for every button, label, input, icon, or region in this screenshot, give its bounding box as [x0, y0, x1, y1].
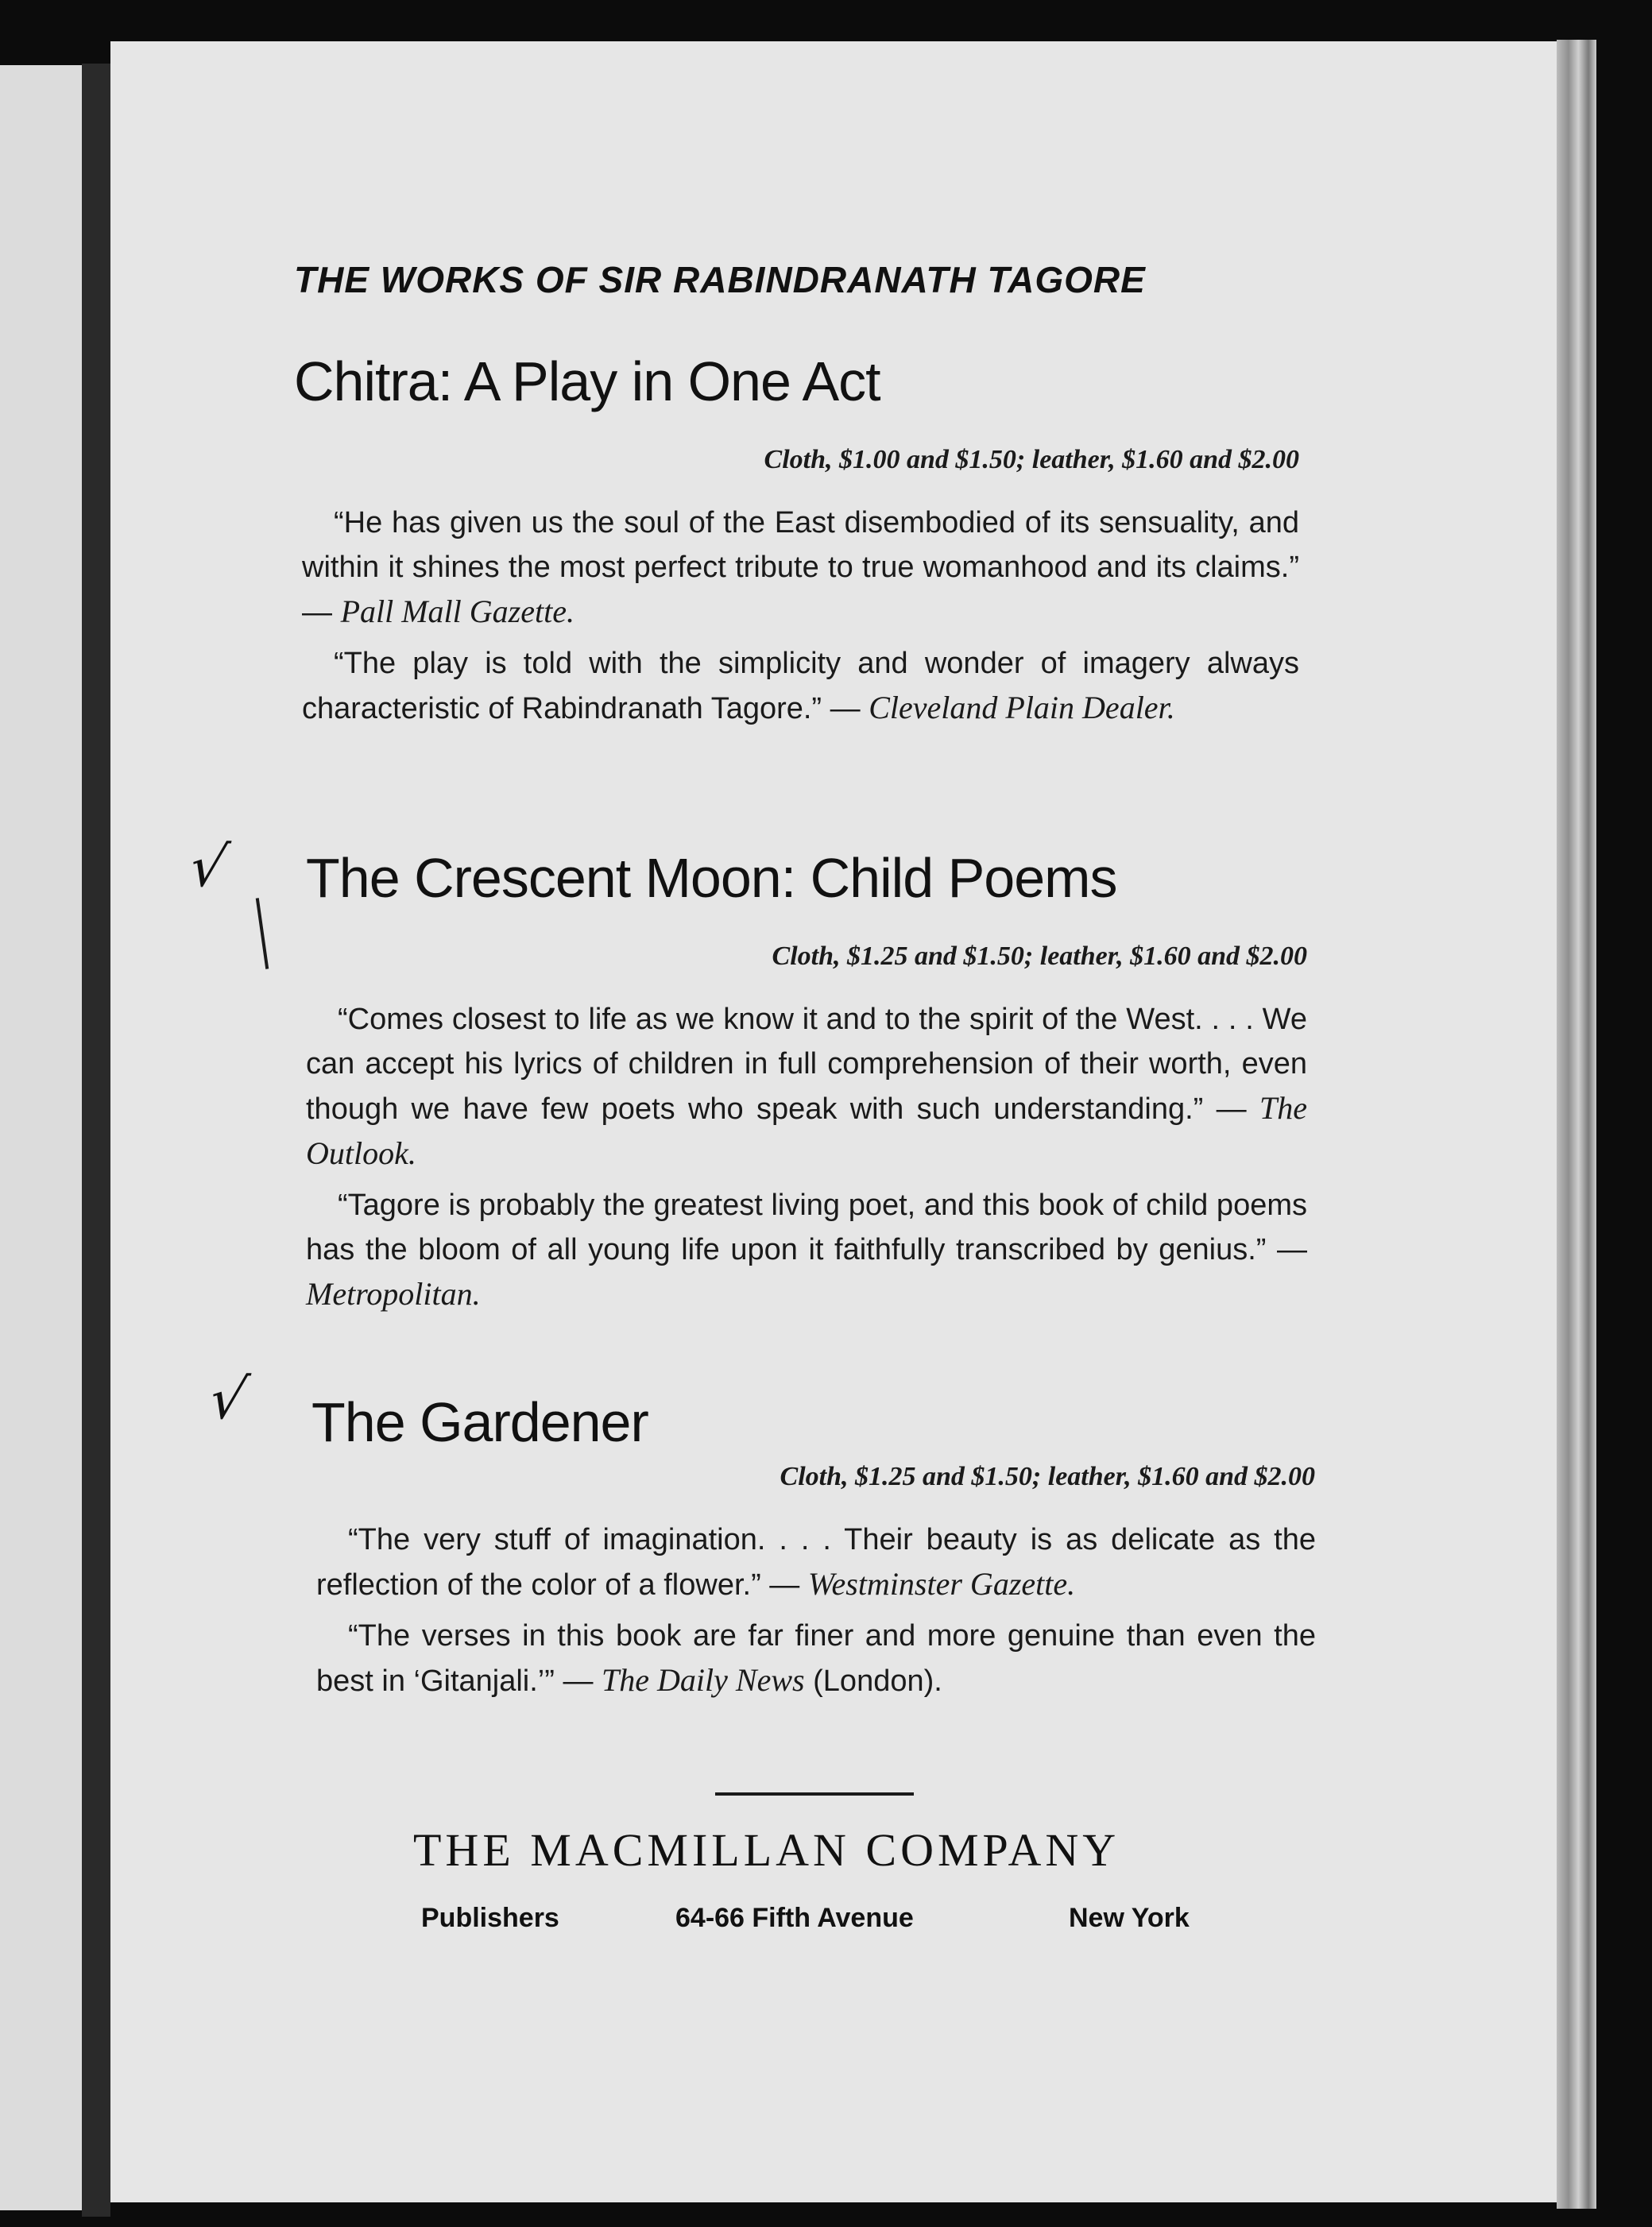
review-quote	[316, 1614, 1316, 1703]
series-title: THE WORKS OF SIR RABINDRANATH TAGORE	[294, 259, 1146, 300]
publisher-address: 64-66 Fifth Avenue	[675, 1903, 914, 1933]
reviews-gardener	[316, 1518, 1316, 1710]
publisher-city: New York	[1069, 1903, 1190, 1933]
review-quote	[302, 641, 1299, 731]
facing-page-edge	[0, 65, 82, 2210]
review-quote	[306, 1183, 1307, 1317]
review-text: “The verses in this book are far finer and more genuine than even the best in ‘Gitanjali.’” —	[316, 1619, 1316, 1698]
book-title-gardener: The Gardener	[311, 1391, 648, 1453]
reviews-chitra	[302, 501, 1299, 737]
review-source-suffix: (London).	[813, 1664, 942, 1698]
divider-rule	[715, 1792, 914, 1796]
book-price-gardener: Cloth, $1.25 and $1.50; leather, $1.60 and $2.00	[780, 1462, 1315, 1491]
review-quote	[316, 1518, 1316, 1607]
review-quote	[306, 997, 1307, 1177]
review-text: “Comes closest to life as we know it and to the spirit of the West. . . . We can accept his lyrics of children in full comprehension of their worth, even though we have few poets who speak with such understanding.” —	[306, 1003, 1307, 1126]
review-source: Pall Mall Gazette.	[340, 593, 575, 629]
review-source: Cleveland Plain Dealer.	[869, 690, 1175, 725]
publisher-name: THE MACMILLAN COMPANY	[413, 1824, 1120, 1876]
review-source: The Outlook.	[306, 1090, 1307, 1171]
review-source: The Daily News	[602, 1662, 805, 1698]
page-stack-edge	[1557, 40, 1596, 2209]
reviews-crescent-moon	[306, 997, 1307, 1324]
review-text: “The play is told with the simplicity and wonder of imagery always characteristic of Rabindranath Tagore.” —	[302, 647, 1299, 725]
book-price-chitra: Cloth, $1.00 and $1.50; leather, $1.60 and $2.00	[764, 445, 1299, 474]
check-mark-icon: √	[203, 1367, 253, 1432]
book-title-crescent-moon: The Crescent Moon: Child Poems	[306, 847, 1117, 909]
review-text: “Tagore is probably the greatest living poet, and this book of child poems has the bloom of all young life upon it faithfully transcribed by genius.” —	[306, 1189, 1307, 1266]
book-title-chitra: Chitra: A Play in One Act	[294, 350, 880, 412]
review-text: “He has given us the soul of the East disembodied of its sensuality, and within it shines the most perfect tribute to true womanhood and its claims.” —	[302, 506, 1299, 629]
review-source: Westminster Gazette.	[807, 1566, 1076, 1602]
publisher-role: Publishers	[421, 1903, 559, 1933]
review-quote	[302, 501, 1299, 635]
review-text: “The very stuff of imagination. . . . Their beauty is as delicate as the reflection of the color of a flower.” —	[316, 1523, 1316, 1602]
check-mark-icon: √	[184, 834, 234, 899]
review-source: Metropolitan.	[306, 1276, 481, 1312]
book-price-crescent-moon: Cloth, $1.25 and $1.50; leather, $1.60 and $2.00	[772, 941, 1307, 971]
book-gutter	[82, 64, 110, 2217]
